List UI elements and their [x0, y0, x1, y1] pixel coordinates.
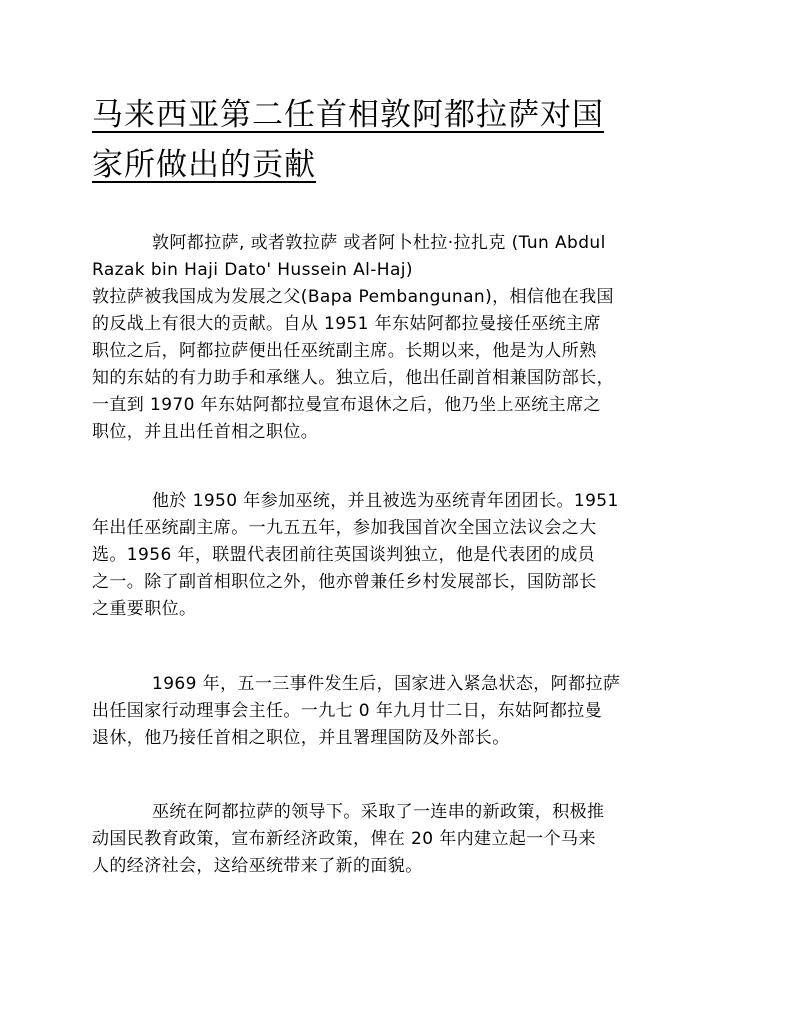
paragraph-line: 1969 年，五一三事件发生后，国家进入紧急状态，阿都拉萨 [152, 674, 621, 694]
paragraph-line: Razak bin Haji Dato' Hussein Al-Haj) [92, 260, 413, 280]
paragraph-line: 巫统在阿都拉萨的领导下。采取了一连串的新政策，积极推 [152, 802, 605, 822]
paragraph-line: 年出任巫统副主席。一九五五年，参加我国首次全国立法议会之大 [92, 518, 597, 538]
paragraph-line: 敦阿都拉萨, 或者敦拉萨 或者阿卜杜拉·拉扎克 (Tun Abdul [152, 233, 606, 253]
paragraph-line: 职位，并且出任首相之职位。 [92, 422, 319, 442]
paragraph-line: 之一。除了副首相职位之外，他亦曾兼任乡村发展部长，国防部长 [92, 572, 597, 592]
paragraph-4 [92, 799, 702, 880]
paragraph-3 [92, 671, 702, 752]
paragraph-line: 一直到 1970 年东姑阿都拉曼宣布退休之后，他乃坐上巫统主席之 [92, 395, 601, 415]
title-line-1: 马来西亚第二任首相敦阿都拉萨对国 [92, 97, 604, 133]
paragraph-2 [92, 488, 702, 623]
paragraph-line: 出任国家行动理事会主任。一九七 0 年九月廿二日，东姑阿都拉曼 [92, 701, 603, 721]
paragraph-line: 之重要职位。 [92, 599, 197, 619]
paragraph-line: 的反战上有很大的贡献。自从 1951 年东姑阿都拉曼接任巫统主席 [92, 314, 601, 334]
paragraph-line: 退休，他乃接任首相之职位，并且署理国防及外部长。 [92, 728, 510, 748]
paragraph-line: 人的经济社会，这给巫统带来了新的面貌。 [92, 856, 423, 876]
paragraph-line: 动国民教育政策，宣布新经济政策，俾在 20 年内建立起一个马来 [92, 829, 596, 849]
document-title [92, 90, 682, 190]
paragraph-1 [92, 230, 702, 446]
paragraph-line: 他於 1950 年参加巫统，并且被选为巫统青年团团长。1951 [152, 491, 619, 511]
title-line-2: 家所做出的贡献 [92, 147, 316, 183]
paragraph-line: 敦拉萨被我国成为发展之父(Bapa Pembangunan)，相信他在我国 [92, 287, 614, 307]
paragraph-line: 职位之后，阿都拉萨便出任巫统副主席。长期以来，他是为人所熟 [92, 341, 597, 361]
paragraph-line: 知的东姑的有力助手和承继人。独立后，他出任副首相兼国防部长， [92, 368, 614, 388]
paragraph-line: 选。1956 年，联盟代表团前往英国谈判独立，他是代表团的成员 [92, 545, 596, 565]
